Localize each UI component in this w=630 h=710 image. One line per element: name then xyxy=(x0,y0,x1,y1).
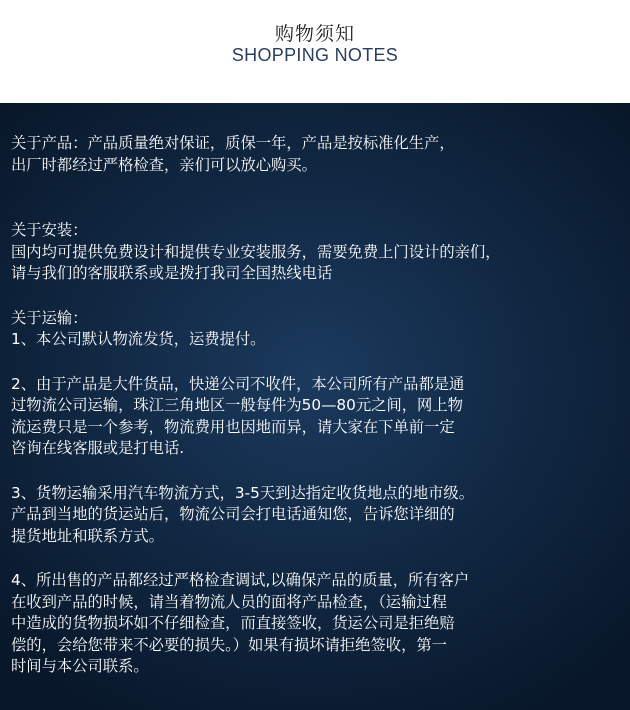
shipping-item-2 xyxy=(11,374,623,460)
shipping-item-4 xyxy=(11,570,623,678)
page-title: 购物须知 xyxy=(274,23,355,45)
shipping-4-line-5: 时间与本公司联系。 xyxy=(11,657,149,675)
section-install xyxy=(11,220,623,285)
shipping-2-line-4: 咨询在线客服或是打电话. xyxy=(11,439,185,457)
shipping-3-line-2: 产品到当地的货运站后，物流公司会打电话通知您，告诉您详细的 xyxy=(11,505,455,523)
shipping-item-3 xyxy=(11,483,623,548)
section-product xyxy=(11,133,623,176)
product-line-1: 关于产品：产品质量绝对保证，质保一年，产品是按标准化生产， xyxy=(11,134,455,152)
install-line-1: 国内均可提供免费设计和提供专业安装服务，需要免费上门设计的亲们， xyxy=(11,242,501,261)
notes-panel xyxy=(0,103,630,710)
shipping-4-line-2: 在收到产品的时候，请当着物流人员的面将产品检查，（运输过程 xyxy=(11,592,447,611)
shipping-2-line-3: 流运费只是一个参考，物流费用也因地而异，请大家在下单前一定 xyxy=(11,417,455,436)
shipping-4-line-4: 偿的，会给您带来不必要的损失。）如果有损坏请拒绝签收，第一 xyxy=(11,635,447,654)
shipping-item-1: 1、本公司默认物流发货，运费提付。 xyxy=(11,330,266,348)
shipping-4-line-3: 中造成的货物损坏如不仔细检查，而直接签收，货运公司是拒绝赔 xyxy=(11,614,455,632)
header xyxy=(0,0,630,103)
shipping-title: 关于运输： xyxy=(11,308,88,327)
shipping-2-line-1: 2、由于产品是大件货品，快递公司不收件，本公司所有产品都是通 xyxy=(11,374,465,393)
product-line-2: 出厂时都经过严格检查，亲们可以放心购买。 xyxy=(11,155,317,174)
page-subtitle: SHOPPING NOTES xyxy=(231,45,399,65)
install-title: 关于安装： xyxy=(11,221,88,239)
install-line-2: 请与我们的客服联系或是拨打我司全国热线电话 xyxy=(11,264,333,282)
section-shipping xyxy=(11,308,623,351)
shipping-3-line-3: 提货地址和联系方式。 xyxy=(11,526,164,545)
shipping-3-line-1: 3、货物运输采用汽车物流方式，3-5天到达指定收货地点的地市级。 xyxy=(11,483,475,502)
shipping-4-line-1: 4、所出售的产品都经过严格检查调试,以确保产品的质量，所有客户 xyxy=(11,571,470,589)
notes-content xyxy=(11,133,623,678)
shipping-2-line-2: 过物流公司运输，珠江三角地区一般每件为50—80元之间，网上物 xyxy=(11,396,463,414)
